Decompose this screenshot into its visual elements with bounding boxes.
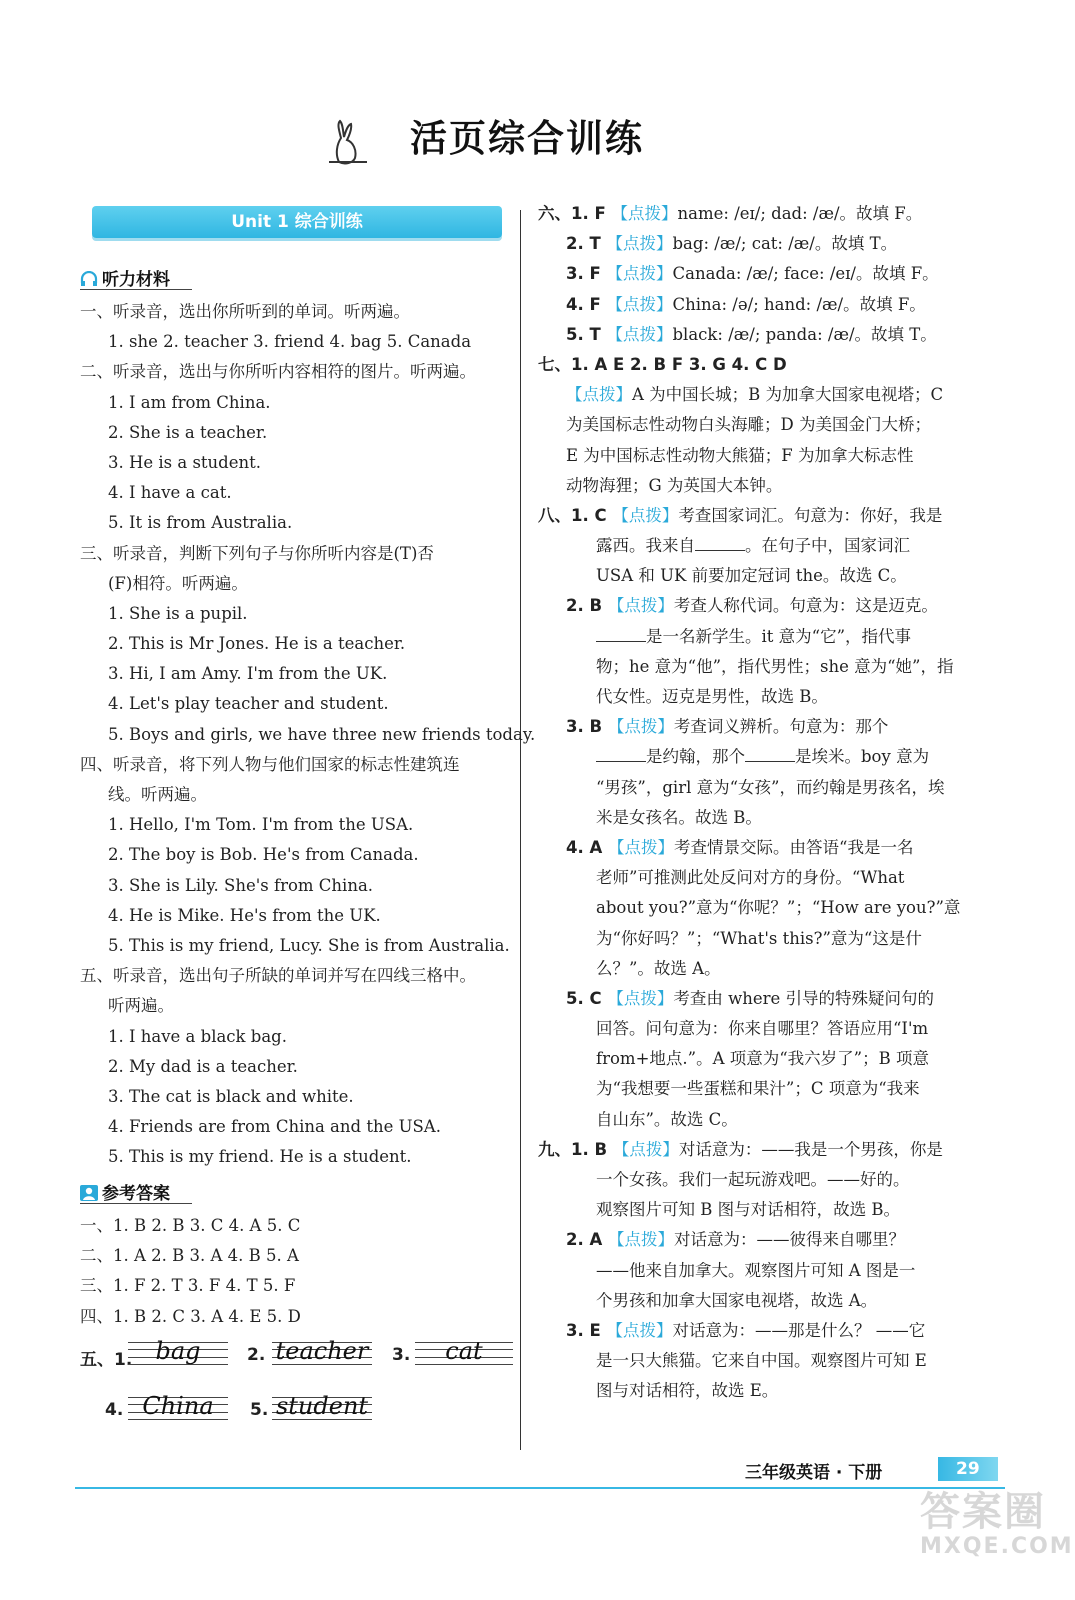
explanation-text: 考查由 where 引导的特殊疑问句的: [673, 988, 935, 1008]
listening-heading: [80, 265, 170, 290]
explanation-text: 个男孩和加拿大国家电视塔，故选 A。: [596, 1290, 878, 1310]
explanation-line: [538, 1074, 978, 1104]
heading-underline: [80, 289, 192, 290]
explanation-text: 图与对话相符，故选 E。: [596, 1381, 779, 1401]
hint-tag: 【点拨】: [608, 837, 675, 857]
unit-banner: Unit 1 综合训练: [92, 206, 502, 238]
explanation-text: 为“你好吗？”；“What's this?”意为“这是什: [596, 928, 922, 948]
explanation-text: 考查人称代词。句意为：这是迈克。: [673, 596, 938, 616]
writing-item-label: 2.: [247, 1345, 266, 1365]
explanation-line: [538, 320, 978, 350]
section-instruction: 五、听录音，选出句子所缺的单词并写在四线三格中。: [80, 966, 476, 986]
writing-item-label: 5.: [250, 1400, 269, 1420]
headphones-icon: [80, 271, 98, 287]
answers-heading-label: 参考答案: [102, 1184, 170, 1204]
section-instruction: 三、听录音，判断下列句子与你所听内容是(T)否: [80, 543, 434, 563]
hint-tag: 【点拨】: [606, 234, 673, 254]
listening-line: (F)相符。听两遍。: [108, 573, 248, 593]
listening-heading-label: 听力材料: [102, 270, 170, 290]
watermark-text: 答案圈: [920, 1489, 1046, 1535]
explanation-text: about you?”意为“你呢？”；“How are you?”意: [596, 898, 961, 918]
explanation-text: Canada: /æ/; face: /eɪ/。故填 F。: [672, 264, 939, 284]
explanation-text: 对话意为：——那是什么？ ——它: [672, 1320, 926, 1340]
page-number: 29: [938, 1457, 998, 1481]
writing-item-label: 1.: [114, 1350, 133, 1370]
page-title: 活页综合训练: [410, 117, 644, 160]
explanation-text: 是一只大熊猫。它来自中国。观察图片可知 E: [596, 1351, 927, 1371]
hint-tag: 【点拨】: [607, 596, 674, 616]
explanation-text: China: /ə/; hand: /æ/。故填 F。: [672, 294, 926, 314]
listening-line: 5. It is from Australia.: [108, 513, 293, 533]
answer-blank: [745, 745, 795, 762]
item-answer: 2. A: [566, 1230, 609, 1250]
explanation-text: 老师”可推测此处反问对方的身份。“What: [596, 868, 905, 888]
item-answer: 5. T: [566, 324, 607, 344]
explanation-text: A 为中国长城；B 为加拿大国家电视塔；C: [632, 385, 944, 405]
listening-line: 听两遍。: [108, 996, 174, 1016]
answer-explanations: [538, 199, 978, 1407]
listening-line: 4. Let's play teacher and student.: [108, 694, 389, 714]
explanation-line: [538, 591, 978, 621]
explanation-line: [538, 1316, 978, 1346]
listening-line: 2. The boy is Bob. He's from Canada.: [108, 845, 419, 865]
book-label: 三年级英语 · 下册: [745, 1463, 883, 1483]
explanation-line: [538, 350, 978, 380]
writing-item-label: 4.: [105, 1400, 124, 1420]
explanation-text: black: /æ/; panda: /æ/。故填 T。: [672, 324, 937, 344]
explanation-text: 是埃米。boy 意为: [795, 747, 930, 767]
writing-box-2: [272, 1337, 372, 1366]
explanation-text: from+地点.”。A 项意为“我六岁了”；B 项意: [596, 1049, 929, 1069]
answer-blank: [596, 625, 646, 642]
listening-line: 线。听两遍。: [108, 785, 207, 804]
explanation-text: 物；he 意为“他”，指代男性；she 意为“她”，指: [596, 656, 954, 676]
listening-line: 5. This is my friend. He is a student.: [108, 1147, 412, 1167]
explanation-line: [538, 984, 978, 1014]
explanation-line: [538, 199, 978, 229]
hint-tag: 【点拨】: [566, 385, 632, 405]
item-answer: 3. E: [566, 1320, 607, 1340]
explanation-text: 米是女孩名。故选 B。: [596, 807, 762, 827]
item-answer: 4. F: [566, 294, 607, 314]
item-answer: 4. A: [566, 837, 609, 857]
explanation-text: 观察图片可知 B 图与对话相符，故选 B。: [596, 1200, 900, 1220]
listening-line: 4. I have a cat.: [108, 483, 232, 503]
explanation-line: [538, 1014, 978, 1044]
explanation-line: [538, 410, 978, 440]
listening-line: 2. This is Mr Jones. He is a teacher.: [108, 634, 406, 654]
listening-line: 5. Boys and girls, we have three new friends today.: [108, 724, 536, 744]
explanation-text: 考查情景交际。由答语“我是一名: [674, 837, 914, 857]
explanation-text: 对话意为：——我是一个男孩，你是: [678, 1139, 943, 1159]
explanation-text: 一个女孩。我们一起玩游戏吧。——好的。: [596, 1170, 910, 1189]
explanation-line: [538, 893, 978, 923]
listening-line: 1. She is a pupil.: [108, 603, 248, 623]
listening-line: 4. He is Mike. He's from the UK.: [108, 905, 381, 925]
writing-answer: teacher: [275, 1337, 369, 1365]
item-answer: 八、1. C: [538, 505, 613, 525]
hint-tag: 【点拨】: [611, 204, 678, 223]
writing-answer: student: [275, 1392, 369, 1420]
writing-answer: bag: [155, 1337, 201, 1365]
writing-item-label: 3.: [392, 1345, 411, 1365]
listening-line: 2. She is a teacher.: [108, 422, 268, 442]
explanation-text: 。在句子中，国家词汇: [745, 536, 910, 556]
footer-rule: [75, 1487, 1005, 1489]
explanation-text: 考查国家词汇。句意为：你好，我是: [678, 505, 943, 525]
explanation-text: name: /eɪ/; dad: /æ/。故填 F。: [677, 204, 923, 223]
answer-line: 一、1. B 2. B 3. C 4. A 5. C: [80, 1216, 301, 1235]
writing-section-label: [80, 1345, 132, 1370]
item-answer: 5. C: [566, 988, 608, 1008]
item-answer: 3. F: [566, 264, 607, 284]
explanation-line: [538, 380, 978, 410]
explanation-text: 考查词义辨析。句意为：那个: [673, 717, 889, 737]
person-icon: [80, 1185, 98, 1201]
explanation-text: 自山东”。故选 C。: [596, 1109, 738, 1129]
hint-tag: 【点拨】: [608, 1230, 675, 1250]
hint-tag: 【点拨】: [612, 505, 679, 525]
explanation-line: [538, 622, 978, 652]
item-answer: 九、1. B: [538, 1139, 613, 1159]
explanation-line: [538, 1346, 978, 1376]
answer-line: 二、1. A 2. B 3. A 4. B 5. A: [80, 1246, 299, 1266]
explanation-line: [538, 259, 978, 289]
listening-line: 1. Hello, I'm Tom. I'm from the USA.: [108, 815, 414, 835]
answer-blank: [596, 745, 646, 762]
hint-tag: 【点拨】: [606, 264, 673, 284]
answer-blank: [695, 534, 745, 551]
explanation-text: ——他来自加拿大。观察图片可知 A 图是一: [596, 1260, 916, 1280]
listening-line: 4. Friends are from China and the USA.: [108, 1117, 441, 1137]
explanation-line: [538, 863, 978, 893]
explanation-line: [538, 1165, 978, 1195]
hint-tag: 【点拨】: [606, 1320, 673, 1340]
explanation-text: 代女性。迈克是男性，故选 B。: [596, 687, 828, 706]
explanation-line: [538, 229, 978, 259]
listening-line: 1. I am from China.: [108, 392, 271, 412]
explanation-text: 回答。问句意为：你来自哪里？答语应用“I'm: [596, 1019, 929, 1039]
explanation-line: [538, 924, 978, 954]
explanation-line: [538, 652, 978, 682]
explanation-line: [538, 290, 978, 320]
explanation-text: USA 和 UK 前要加定冠词 the。故选 C。: [596, 566, 907, 586]
explanation-text: 对话意为：——彼得来自哪里？: [674, 1230, 906, 1250]
answer-key: [80, 1211, 520, 1332]
explanation-line: [538, 1135, 978, 1165]
writing-box-1: [128, 1337, 228, 1366]
explanation-line: [538, 1376, 978, 1406]
writing-box-5: [272, 1392, 372, 1421]
listening-material: [80, 297, 536, 1172]
explanation-line: [538, 1044, 978, 1074]
watermark-sub: MXQE.COM: [920, 1534, 1074, 1559]
explanation-text: 是约翰，那个: [646, 747, 745, 767]
listening-line: 1. she 2. teacher 3. friend 4. bag 5. Canada: [108, 332, 472, 352]
explanation-text: E 为中国标志性动物大熊猫；F 为加拿大标志性: [566, 445, 914, 465]
listening-line: 1. I have a black bag.: [108, 1026, 287, 1046]
hint-tag: 【点拨】: [607, 717, 674, 737]
explanation-text: 动物海狸；G 为英国大本钟。: [566, 475, 783, 495]
answers-heading: [80, 1179, 170, 1204]
rabbit-logo-icon: [325, 118, 371, 166]
explanation-line: [538, 1256, 978, 1286]
listening-line: 3. He is a student.: [108, 452, 262, 472]
section-instruction: 二、听录音，选出与你所听内容相符的图片。听两遍。: [80, 362, 476, 382]
explanation-text: 为美国标志性动物白头海雕；D 为美国金门大桥；: [566, 415, 931, 435]
explanation-text: 为“我想要一些蛋糕和果汁”；C 项意为“我来: [596, 1079, 920, 1099]
item-answer: 六、1. F: [538, 204, 612, 223]
explanation-line: [538, 1105, 978, 1135]
explanation-line: [538, 773, 978, 803]
explanation-text: 是一名新学生。it 意为“它”，指代事: [646, 626, 912, 646]
item-answer: 2. B: [566, 596, 608, 616]
explanation-line: [538, 682, 978, 712]
explanation-line: [538, 803, 978, 833]
listening-line: 3. She is Lily. She's from China.: [108, 875, 374, 895]
heading-underline: [80, 1203, 192, 1204]
listening-line: 2. My dad is a teacher.: [108, 1056, 298, 1076]
section-instruction: 一、听录音，选出你所听到的单词。听两遍。: [80, 302, 410, 321]
explanation-text: bag: /æ/; cat: /æ/。故填 T。: [672, 234, 898, 254]
column-divider: [520, 210, 521, 1450]
writing-answer: China: [142, 1392, 214, 1420]
watermark-logo: [920, 1490, 1074, 1560]
hint-tag: 【点拨】: [612, 1139, 679, 1159]
item-answer: 七、1. A E 2. B F 3. G 4. C D: [538, 354, 787, 374]
explanation-line: [538, 501, 978, 531]
item-answer: 2. T: [566, 234, 607, 254]
answer-line: 四、1. B 2. C 3. A 4. E 5. D: [80, 1306, 301, 1326]
section-instruction: 四、听录音，将下列人物与他们国家的标志性建筑连: [80, 754, 460, 774]
hint-tag: 【点拨】: [606, 324, 673, 344]
explanation-line: [538, 471, 978, 501]
answer-line: 三、1. F 2. T 3. F 4. T 5. F: [80, 1276, 296, 1296]
listening-line: 5. This is my friend, Lucy. She is from Australia.: [108, 935, 510, 955]
hint-tag: 【点拨】: [606, 294, 673, 314]
explanation-line: [538, 833, 978, 863]
writing-box-4: [128, 1392, 228, 1421]
writing-box-3: [415, 1337, 513, 1366]
explanation-line: [538, 1286, 978, 1316]
writing-answer: cat: [445, 1337, 483, 1365]
explanation-text: “男孩”，girl 意为“女孩”，而约翰是男孩名，埃: [596, 777, 945, 797]
explanation-text: 么？”。故选 A。: [596, 958, 721, 978]
hint-tag: 【点拨】: [607, 988, 674, 1008]
item-answer: 3. B: [566, 717, 608, 737]
explanation-line: [538, 954, 978, 984]
writing-section-number: 五、: [80, 1350, 114, 1370]
explanation-line: [538, 531, 978, 561]
explanation-line: [538, 441, 978, 471]
explanation-line: [538, 561, 978, 591]
explanation-line: [538, 1225, 978, 1255]
explanation-line: [538, 1195, 978, 1225]
listening-line: 3. The cat is black and white.: [108, 1086, 354, 1106]
explanation-text: 露西。我来自: [596, 536, 695, 556]
explanation-line: [538, 742, 978, 772]
explanation-line: [538, 712, 978, 742]
listening-line: 3. Hi, I am Amy. I'm from the UK.: [108, 664, 388, 684]
